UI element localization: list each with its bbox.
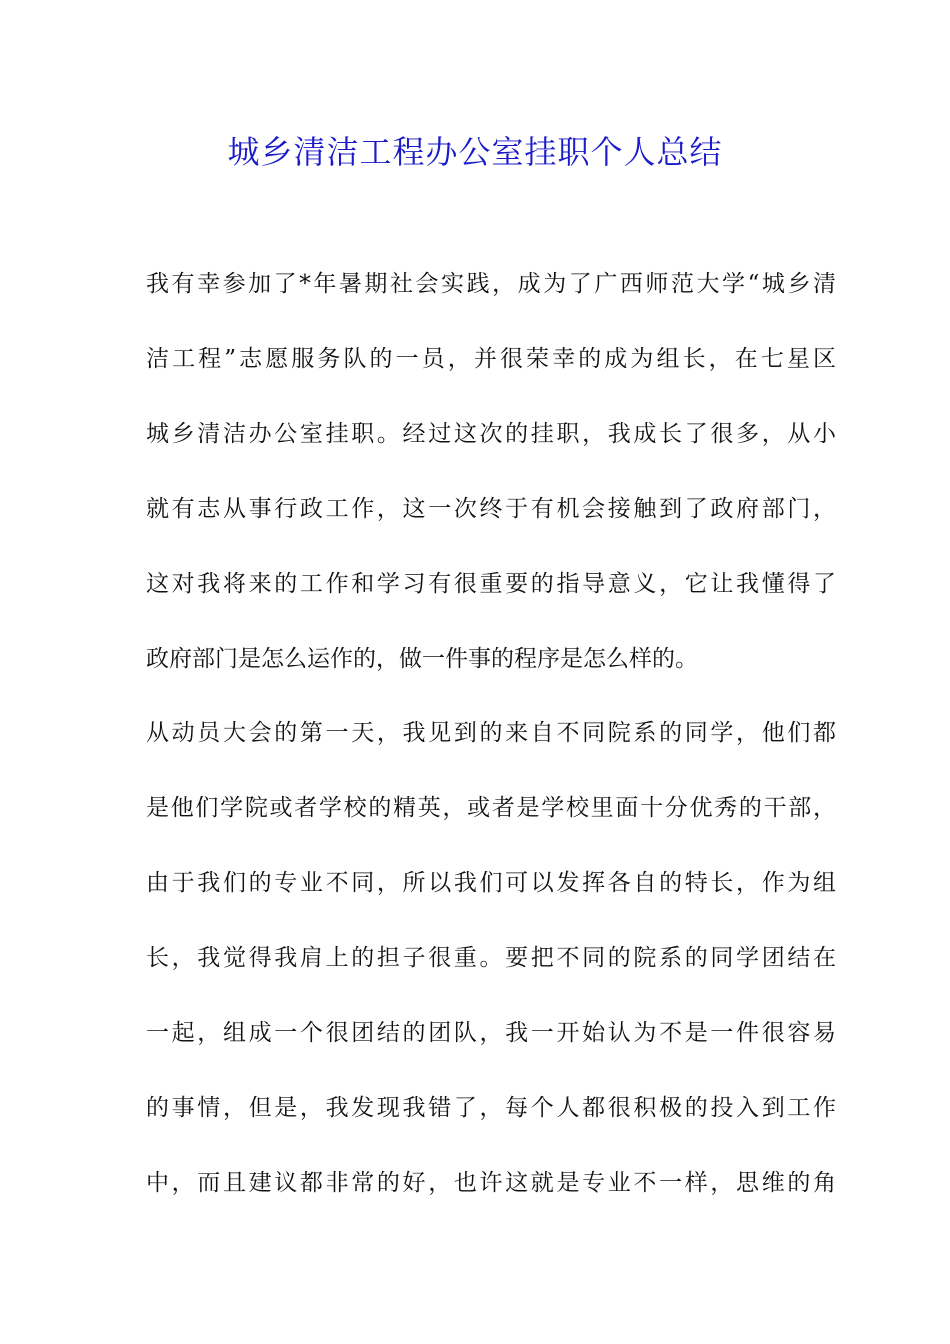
paragraph-2-line-2: 是他们学院或者学校的精英，或者是学校里面十分优秀的干部， [146, 795, 836, 821]
paragraph-2-line-1: 从动员大会的第一天，我见到的来自不同院系的同学，他们都 [146, 720, 836, 746]
paragraph-1-line-6: 政府部门是怎么运作的，做一件事的程序是怎么样的。 [146, 646, 698, 672]
paragraph-1-line-3: 城乡清洁办公室挂职。经过这次的挂职，我成长了很多，从小 [146, 421, 836, 447]
document-title: 城乡清洁工程办公室挂职个人总结 [227, 133, 723, 171]
paragraph-2-line-3: 由于我们的专业不同，所以我们可以发挥各自的特长，作为组 [146, 870, 836, 896]
paragraph-1-line-1: 我有幸参加了*年暑期社会实践，成为了广西师范大学“城乡清 [146, 271, 836, 297]
paragraph-2-line-6: 的事情，但是，我发现我错了，每个人都很积极的投入到工作 [146, 1095, 836, 1121]
paragraph-2-line-5: 一起，组成一个很团结的团队，我一开始认为不是一件很容易 [146, 1020, 836, 1046]
paragraph-1-line-2: 洁工程”志愿服务队的一员，并很荣幸的成为组长，在七星区 [146, 346, 836, 372]
paragraph-2-line-7: 中，而且建议都非常的好，也许这就是专业不一样，思维的角 [146, 1170, 836, 1196]
paragraph-1-line-4: 就有志从事行政工作，这一次终于有机会接触到了政府部门， [146, 496, 836, 522]
paragraph-2-line-4: 长，我觉得我肩上的担子很重。要把不同的院系的同学团结在 [146, 945, 836, 971]
paragraph-1-line-5: 这对我将来的工作和学习有很重要的指导意义，它让我懂得了 [146, 571, 836, 597]
